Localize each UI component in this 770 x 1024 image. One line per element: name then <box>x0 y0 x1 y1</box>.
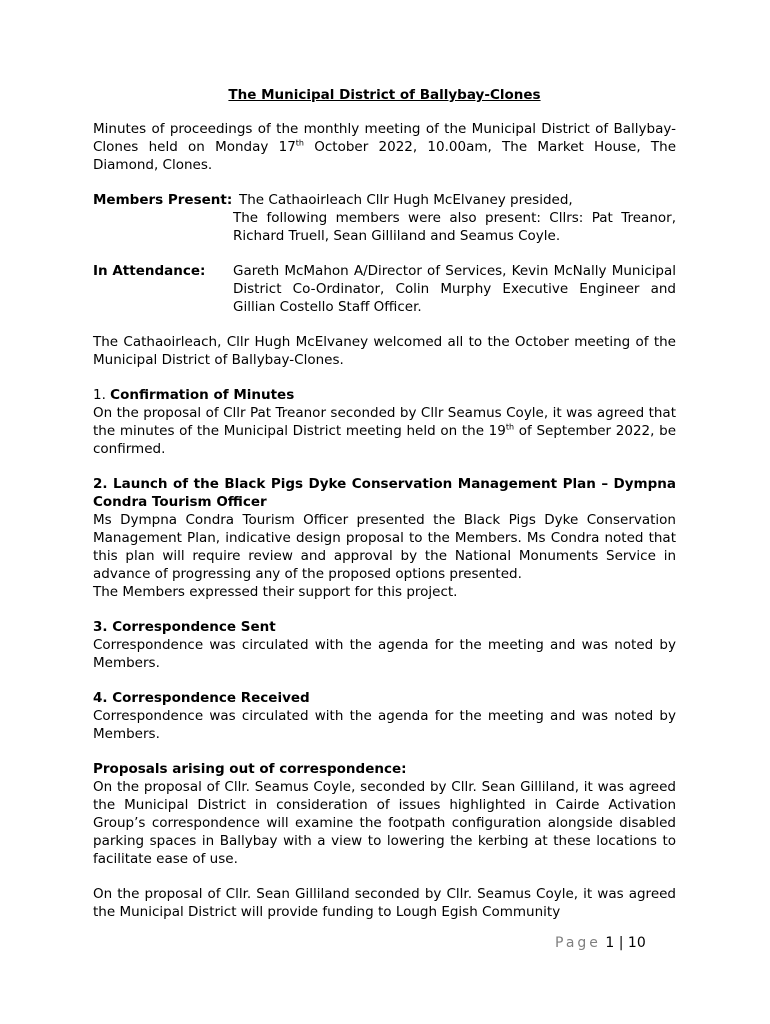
document-title: The Municipal District of Ballybay-Clones <box>228 87 541 103</box>
item-4-heading: 4. Correspondence Received <box>93 690 310 706</box>
item-1-heading: 1. Confirmation of Minutes <box>93 387 295 403</box>
members-present-section <box>93 191 676 245</box>
in-attendance-text: Gareth McMahon A/Director of Services, Kevin McNally Municipal District Co-Ordinator, Colin Murphy Executive Engineer and Gillian Costello Staff Officer. <box>233 263 676 315</box>
in-attendance-section <box>93 262 676 316</box>
item-1-text: On the proposal of Cllr Pat Treanor seconded by Cllr Seamus Coyle, it was agreed that the minutes of the Municipal District meeting held on the 19th of September 2022, be confirmed. <box>93 405 676 457</box>
item-3-heading: 3. Correspondence Sent <box>93 619 276 635</box>
item-2-support: The Members expressed their support for this project. <box>93 584 458 600</box>
proposals-section <box>93 760 676 868</box>
page-number: 1 <box>605 935 615 951</box>
members-present-presided: The Cathaoirleach Cllr Hugh McElvaney presided, <box>239 192 573 208</box>
members-present-list: The following members were also present: Cllrs: Pat Treanor, Richard Truell, Sean Gilliland and Seamus Coyle. <box>233 210 676 244</box>
item-2-text: Ms Dympna Condra Tourism Officer presented the Black Pigs Dyke Conservation Management Plan, indicative design proposal to the Members. Ms Condra noted that this plan will require review and approval by the National Monuments Service in advance of progressing any of the proposed options presented. <box>93 512 676 582</box>
item-4-section <box>93 689 676 743</box>
page-separator: | <box>618 935 624 951</box>
item-3-section <box>93 618 676 672</box>
total-pages: 10 <box>627 935 646 951</box>
intro-paragraph: Minutes of proceedings of the monthly meeting of the Municipal District of Ballybay-Clones held on Monday 17th October 2022, 10.00am, The Market House, The Diamond, Clones. <box>93 121 677 173</box>
proposals-heading: Proposals arising out of correspondence: <box>93 761 407 777</box>
document-page <box>93 86 676 921</box>
item-3-text: Correspondence was circulated with the agenda for the meeting and was noted by Members. <box>93 637 676 671</box>
item-2-heading: 2. Launch of the Black Pigs Dyke Conservation Management Plan – Dympna Condra Tourism Officer <box>93 476 676 510</box>
welcome-paragraph: The Cathaoirleach, Cllr Hugh McElvaney welcomed all to the October meeting of the Municipal District of Ballybay-Clones. <box>93 334 676 368</box>
in-attendance-label: In Attendance: <box>93 263 206 279</box>
item-1-section <box>93 386 676 458</box>
proposals-paragraph-1: On the proposal of Cllr. Seamus Coyle, seconded by Cllr. Sean Gilliland, it was agreed the Municipal District in consideration of issues highlighted in Cairde Activation Group’s correspondence will examine the footpath configuration alongside disabled parking spaces in Ballybay with a view to lowering the kerbing at these locations to facilitate ease of use. <box>93 779 676 867</box>
item-2-section <box>93 475 676 601</box>
item-4-text: Correspondence was circulated with the agenda for the meeting and was noted by Members. <box>93 708 676 742</box>
page-footer <box>555 934 646 952</box>
proposals-paragraph-2: On the proposal of Cllr. Sean Gilliland seconded by Cllr. Seamus Coyle, it was agreed the Municipal District will provide funding to Lough Egish Community <box>93 886 676 920</box>
members-present-label: Members Present: <box>93 192 233 208</box>
page-word: Page <box>555 935 601 951</box>
